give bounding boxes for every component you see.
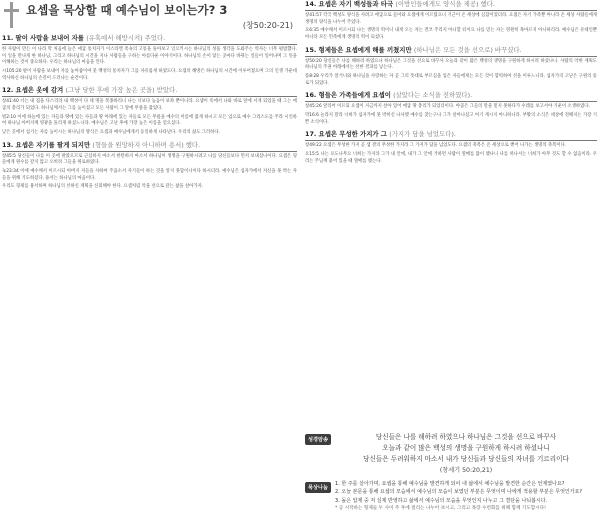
section-heading-extra: (형들을 원망하지 아니하며 용서) 했다.: [92, 140, 201, 149]
section-paragraph: 창41:57 각국 백성도 양식을 사려고 애굽으로 들어와 요셉에게 이르렀으니 기근이 온 세상에 심함이었더라. 요셉은 자기 가족뿐 아니라 온 세상 사람들에게 생명의 양식을 나누어 주었다.: [305, 13, 597, 25]
sharing-questions-box: [335, 480, 597, 514]
left-sections: [2, 34, 297, 191]
memory-verse-line: 당신들은 나를 해하려 하였으나 하나님은 그것을 선으로 바꾸사: [375, 433, 557, 441]
section-paragraph: 막16:6 놀라지 말라 너희가 십자가에 못 박히신 나사렛 예수를 찾는구나 그가 살아나셨고 여기 계시지 아니하니라. 부활의 소식은 세상에 전해지는 가장 기쁜 소식이다.: [305, 112, 597, 125]
section-paragraph: 창49:22 요셉은 무성한 가지 곧 샘 곁의 무성한 가지라 그 가지가 담을 넘었도다. 요셉의 축복은 온 세상으로 뻗어 나가는 생명의 축복이다.: [305, 143, 567, 149]
section-heading: [305, 0, 597, 11]
section-heading: [2, 141, 297, 152]
section-body: [2, 47, 297, 82]
section-heading-extra: (살았다는 소식을 전하였다).: [393, 91, 473, 100]
section-heading-main: 11. 팔이 사람을 보내어 자를: [2, 34, 84, 42]
devotion-section: [305, 91, 597, 126]
section-paragraph: 우리도 형제를 용서하며 하나님의 선하신 계획을 신뢰해야 한다. 요셉처럼 악을 선으로 갚는 삶을 살아가자.: [2, 184, 204, 190]
memory-verse-line: 당신들은 두려워하지 마소서 내가 당신들과 당신들의 자녀를 기르리이다: [363, 455, 569, 463]
section-heading-main: 17. 요셉은 무성한 가지가 그: [305, 130, 387, 139]
section-paragraph: 요15:5 나는 포도나무요 너희는 가지라 그가 내 안에, 내가 그 안에 거하면 사람이 열매를 많이 맺나니 나를 떠나서는 너희가 아무 것도 할 수 없음이라. 우리는 주님께 붙어 있을 때 열매를 맺는다.: [305, 151, 597, 164]
section-paragraph: 창45:26 알리어 이르되 요셉이 지금까지 살아 있어 애굽 땅 총리가 되었더이다. 야곱은 그들의 말을 믿지 못하다가 수레를 보고서야 기운이 소생하였다.: [305, 104, 590, 110]
devotion-section: [2, 86, 297, 136]
page-title: 요셉을 묵상할 때 예수님이 보이는가? 3: [26, 3, 228, 17]
section-heading: [2, 86, 297, 97]
question-item: 1. 한 주를 살아가며, 요셉을 통해 예수님을 발견하게 되어 내 삶에서 예수님을 발견한 순간은 언제였나요?: [335, 481, 565, 487]
section-heading-main: 12. 요셉은 옷에 감겨: [2, 86, 64, 95]
section-heading: [305, 130, 597, 141]
section-paragraph: 롬8:28 우리가 알거니와 하나님을 사랑하는 자 곧 그의 뜻대로 부르심을 입은 자들에게는 모든 것이 합력하여 선을 이루느니라. 십자가의 고난은 구원의 통로가 되었다.: [305, 73, 597, 86]
section-heading-main: 15. 형제들은 요셉에게 해를 끼쳤지만: [305, 45, 412, 54]
section-paragraph: 창45:5 당신들이 나를 이 곳에 팔았으므로 근심하지 마소서 한탄하지 마소서 하나님이 생명을 구원하시려고 나를 당신들보다 먼저 보내셨나이다. 요셉은 형들에게 원수를 갚지 않고 오히려 그들을 위로하였다.: [2, 153, 297, 166]
section-body: [305, 59, 597, 88]
section-paragraph: 빌2:10 이에 하늘에 있는 자들과 땅에 있는 자들과 땅 아래에 있는 자들로 모든 무릎을 예수의 이름에 꿇게 하시고 모든 입으로 예수 그리스도를 주라 시인하여 하나님 아버지께 영광을 돌리게 하셨느니라. 예수님은 고난 후에 가장 높은 이름을 얻으셨다.: [2, 114, 297, 127]
devotion-section: [305, 46, 597, 88]
section-heading-extra: (가지가 담을 넘었도다).: [389, 130, 456, 139]
sharing-questions-tag: 묵상나눔: [305, 482, 331, 493]
section-paragraph: 낮은 곳에서 섬기는 자를 높이시는 하나님의 방식은 요셉과 예수님에게서 동일하게 나타난다. 우리의 삶도 그러하다.: [2, 129, 220, 135]
devotion-section: [2, 34, 297, 82]
memory-verse-line: 오늘과 같이 많은 백성의 생명을 구원하게 하시려 하셨나니: [382, 444, 550, 452]
section-body: [305, 104, 597, 126]
section-body: [305, 13, 597, 42]
devotion-section: [305, 130, 597, 165]
section-heading: [2, 34, 297, 45]
right-sections: [305, 0, 597, 165]
memory-verse-row: [305, 432, 597, 476]
header: [2, 0, 297, 34]
bottom-boxes: [305, 432, 597, 524]
section-heading: [305, 46, 597, 57]
section-heading-main: 13. 요셉은 자기를 팔게 되지만: [2, 140, 91, 149]
memory-verse-citation: (창세기 50:20,21): [439, 467, 493, 474]
sharing-note: * 공 시작하는 형제들 두 사이 주 후에 걸리는 나누어 보시고, 그리고 목장 수련회를 위해 함께 기도합시다!: [335, 506, 546, 512]
section-paragraph: 창41:40 너는 내 집을 다스리라 내 백성이 다 네 명을 복종하리니 나는 너보다 높음이 보좌 뿐이니라. 요셉이 옥에서 나와 바로 앞에 서게 되었을 때 그는 애굽의 총리가 되었다. 하나님께서는 그를 높이셨고 모든 사람이 그 앞에 무릎을 꿇었다.: [2, 99, 297, 111]
section-heading-main: 16. 형들은 가족들에게 요셉이: [305, 91, 391, 100]
sharing-questions-row: [305, 480, 597, 514]
section-paragraph: 한 사람이 만든 이 나라 막 처음에 놀은 애굽 통치자가 이스라엘 족속의 고통을 돌아보고 일으키시는 하나님의 성품 생각을 도와주는 역사는 너무 평범했다. 이 일을 만나게 한 하나님, 그리고 하나님의 시간을 지나 사람들을 구하는 아름다운 이야기이다. 하나님의 손이 닿는 곳마다 바뀌는 일들이 일어나며 그 뜻을 이해하는 것이 중요하다. 우리는 하나님의 마음을 안다.: [2, 47, 297, 66]
section-heading-extra: (유혹에서 해방시켜) 주었다.: [86, 34, 166, 42]
memory-verse-tag: 성경암송: [305, 434, 331, 445]
section-body: [2, 154, 297, 191]
section-paragraph: 눅23:34 이에 예수께서 이르시되 아버지 저들을 사하여 주옵소서 자기들이 하는 것을 알지 못함이니이다 하시더라. 예수님은 십자가에서 자신을 못 박는 자들을 위해 기도하셨다. 용서는 하나님의 마음이다.: [2, 168, 297, 181]
section-heading-extra: (하나님은 모든 것을 선으로) 바꾸셨다.: [413, 45, 522, 54]
right-column: [305, 0, 597, 169]
section-paragraph: 창50:20 당신들은 나를 해하려 하였으나 하나님은 그것을 선으로 바꾸사 오늘과 같이 많은 백성의 생명을 구원하게 하시려 하셨나니. 사람의 악한 계획도 하나님의 주권 아래에서는 선한 결과를 낳는다.: [305, 58, 597, 71]
section-body: [2, 99, 297, 136]
devotion-section: [305, 0, 597, 42]
left-column: [2, 0, 297, 195]
section-heading-extra: (그냥 당한 후에 가장 높은 곳을) 받았다.: [65, 86, 178, 95]
section-paragraph: 시105:20 팔이 사람을 보내어 자를 놓아줌이여 뭇 백성의 통치자가 그를 자유롭게 하였도다. 요셉의 해방은 하나님의 시간에 이루어졌으며 그의 인생 가운데 역사하신 하나님의 손길이 드러나는 순간이다.: [2, 68, 297, 81]
question-item: 2. 오늘 본문을 통해 요셉의 모습에서 예수님의 모습이 보였던 부분은 무엇이며 나에게 적용할 부분은 무엇인가요?: [335, 489, 583, 496]
cross-icon: [2, 0, 22, 30]
devotion-section: [2, 141, 297, 191]
question-item: 3. 돌은 압제 중 저 실제 반영하고 삶에서 예수님의 모습을 무엇인지 나누고 그 결단을 나눠봅시다.: [335, 497, 548, 504]
section-heading-main: 14. 요셉은 자기 백성들과 타국: [305, 0, 394, 8]
section-paragraph: 요6:35 예수께서 이르시되 나는 생명의 떡이니 내게 오는 자는 결코 주리지 아니할 터이요 나를 믿는 자는 영원히 목마르지 아니하리라. 예수님은 유대인뿐 아니라 모든 민족에게 생명의 떡이 되셨다.: [305, 28, 597, 40]
scripture-reference: (창50:20-21): [242, 21, 293, 30]
section-heading: [305, 91, 597, 102]
section-body: [305, 143, 597, 165]
memory-verse-box: [335, 432, 597, 476]
section-heading-extra: (이방인들에게도 양식을 제공) 했다.: [395, 0, 495, 8]
